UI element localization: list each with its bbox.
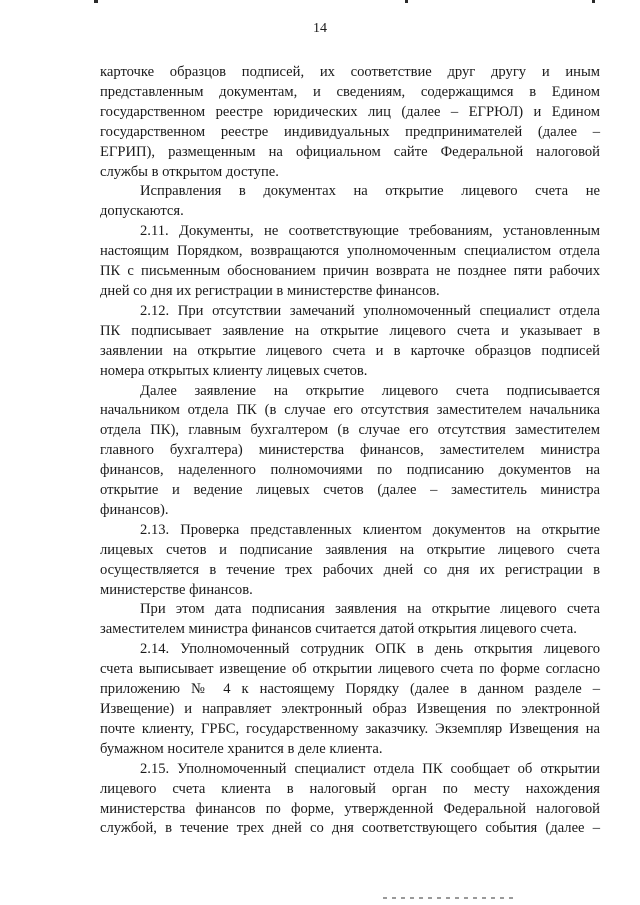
paragraph-line: номера открытых клиенту лицевых счетов. <box>100 362 368 379</box>
scan-artifact-top-right <box>592 0 595 3</box>
paragraph-line: отдела ПК), главным бухгалтером (в случае его отсутствия заместителем <box>100 422 600 439</box>
paragraph-line: осуществляется в течение трех рабочих дней со дня их регистрации в <box>100 561 600 578</box>
paragraph-line: 2.11. Документы, не соответствующие требованиям, установленным <box>140 223 600 240</box>
paragraph-line: службы в открытом доступе. <box>100 163 279 180</box>
paragraph-line: представленным документам, и сведениям, содержащимся в Едином <box>100 83 600 100</box>
paragraph-line: лицевого счета клиента в налоговый орган по месту нахождения <box>100 780 600 797</box>
paragraph-line: открытие и ведение лицевых счетов (далее – заместитель министра <box>100 482 600 499</box>
paragraph-line: ПК с письменным обоснованием причин возврата не позднее пяти рабочих <box>100 263 600 280</box>
scan-artifact-top-mid <box>405 0 408 3</box>
paragraph-line: начальником отдела ПК (в случае его отсутствия заместителем начальника <box>100 402 600 419</box>
paragraph-line: финансов). <box>100 501 169 518</box>
paragraph-line: ПК подписывает заявление на открытие лицевого счета и указывает в <box>100 322 600 339</box>
paragraph-line: 2.14. Уполномоченный сотрудник ОПК в день открытия лицевого <box>140 641 600 658</box>
paragraph-line: Далее заявление на открытие лицевого счета подписывается <box>140 382 600 399</box>
scan-artifact-bottom <box>383 897 513 899</box>
paragraph-line: министерстве финансов. <box>100 581 253 598</box>
paragraph-line: приложению № 4 к настоящему Порядку (далее в данном разделе – <box>100 681 600 698</box>
paragraph-line: карточке образцов подписей, их соответствие друг другу и иным <box>100 64 600 80</box>
paragraph-line: счета выписывает извещение об открытии лицевого счета по форме согласно <box>100 661 600 678</box>
paragraph-line: Извещение) и направляет электронный образ Извещения по электронной <box>100 701 600 717</box>
document-body <box>100 63 600 839</box>
paragraph-line: При этом дата подписания заявления на открытие лицевого счета <box>140 601 600 618</box>
scan-artifact-top-left <box>94 0 98 3</box>
paragraph-line: лицевых счетов и подписание заявления на открытие лицевого счета <box>100 541 600 558</box>
paragraph-line: дней со дня их регистрации в министерстве финансов. <box>100 282 440 299</box>
paragraph-line: почте клиенту, ГРБС, государственному заказчику. Экземпляр Извещения на <box>100 720 600 737</box>
paragraph-line: 2.15. Уполномоченный специалист отдела ПК сообщает об открытии <box>140 760 600 777</box>
paragraph-line: 2.12. При отсутствии замечаний уполномоченный специалист отдела <box>140 302 600 319</box>
paragraph-line: бумажном носителе хранится в деле клиента. <box>100 740 383 757</box>
paragraph-line: главного бухгалтера) министерства финансов, заместителем министра <box>100 442 600 459</box>
paragraph-line: заместителем министра финансов считается датой открытия лицевого счета. <box>100 621 577 638</box>
paragraph-line: заявлении на открытие лицевого счета и в карточке образцов подписей <box>100 342 600 359</box>
paragraph-line: службой, в течение трех дней со дня соответствующего события (далее – <box>100 820 600 837</box>
paragraph-line: 2.13. Проверка представленных клиентом документов на открытие <box>140 521 600 538</box>
paragraph-line: допускаются. <box>100 203 184 220</box>
paragraph-line: настоящим Порядком, возвращаются уполномоченным специалистом отдела <box>100 243 600 260</box>
page-number: 14 <box>313 21 327 36</box>
paragraph-line: министерства финансов по форме, утвержденной Федеральной налоговой <box>100 800 600 817</box>
paragraph-line: ЕГРИП), размещенным на официальном сайте Федеральной налоговой <box>100 143 600 160</box>
paragraph-line: Исправления в документах на открытие лицевого счета не <box>140 183 600 200</box>
paragraph-line: финансов, наделенного полномочиями по подписанию документов на <box>100 462 600 479</box>
paragraph-line: государственном реестре индивидуальных предпринимателей (далее – <box>100 123 600 140</box>
paragraph-line: государственном реестре юридических лиц (далее – ЕГРЮЛ) и Едином <box>100 103 600 120</box>
